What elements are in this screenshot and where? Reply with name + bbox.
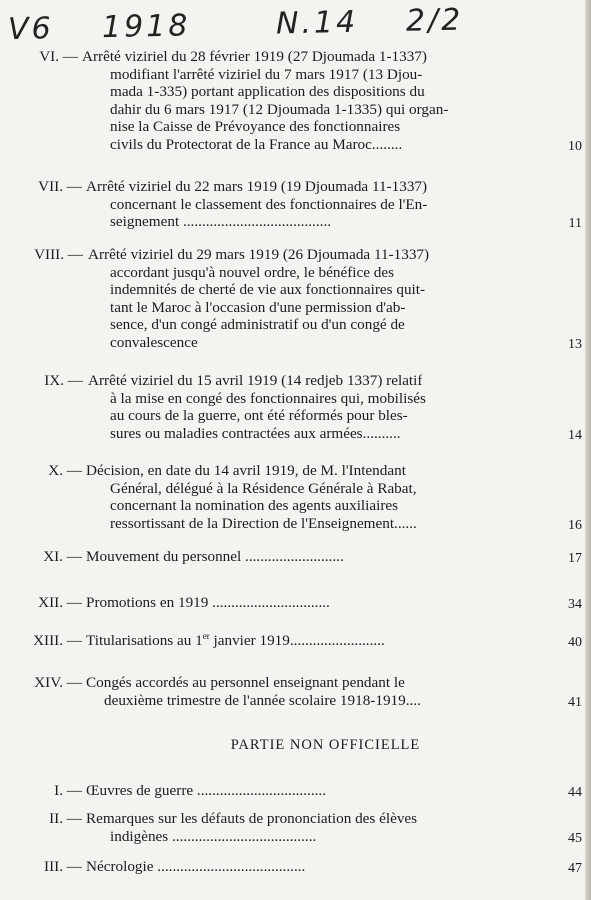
toc-entry-line: Remarques sur les défauts de prononciation des élèves (86, 810, 418, 827)
toc-entry-line: Promotions en 1919 ............................... (86, 594, 330, 611)
toc-page-number: 17 (568, 551, 582, 566)
toc-entry (0, 548, 591, 570)
toc-entry-line: Arrêté viziriel du 29 mars 1919 (26 Djoumada 11-1337) (88, 246, 430, 263)
toc-entry-line: ressortissant de la Direction de l'Enseignement...... (110, 514, 417, 532)
toc-entry-line: nise la Caisse de Prévoyance des fonctionnaires (110, 118, 401, 135)
toc-entry-line: Titularisations au 1er janvier 1919......................... (86, 632, 385, 649)
toc-entry-number: IX. — (44, 372, 83, 389)
toc-entry-line: sures ou maladies contractées aux armées.......... (110, 424, 401, 442)
handwritten-reference (6, 0, 591, 52)
toc-entry-number: X. — (48, 462, 82, 479)
toc-entry-number: VII. — (38, 178, 82, 195)
toc-entry-number: III. — (44, 858, 82, 875)
section-title: PARTIE NON OFFICIELLE (230, 737, 421, 753)
toc-entry-line: tant le Maroc à l'occasion d'une permission d'ab- (110, 298, 406, 316)
toc-entry (0, 178, 591, 235)
toc-entry-number: XIII. — (33, 632, 82, 649)
toc-entry-number: XIV. — (34, 674, 82, 691)
toc-entry-line: indemnités de cherté de vie aux fonctionnaires quit- (110, 281, 426, 298)
toc-page-number: 13 (568, 336, 582, 352)
toc-page-number: 41 (568, 694, 582, 710)
toc-entry-line: Général, délégué à la Résidence Générale à Rabat, (110, 479, 417, 497)
toc-entry-line: Œuvres de guerre .................................. (86, 782, 327, 799)
toc-entry-line: concernant la nomination des agents auxiliaires (110, 497, 399, 514)
toc-entry-line: deuxième trimestre de l'année scolaire 1918-1919.... (104, 691, 421, 709)
toc-page-number: 11 (568, 216, 582, 231)
toc-entry-line: seignement ....................................... (110, 213, 332, 230)
toc-entry-number: XII. — (38, 594, 82, 611)
toc-entry-number: VI. — (39, 48, 78, 65)
toc-entry-line: dahir du 6 mars 1917 (12 Djoumada 1-1335) qui organ- (110, 100, 449, 118)
toc-page-number: 14 (568, 427, 582, 443)
toc-entry-line: Arrêté viziriel du 28 février 1919 (27 Djoumada 1-1337) (82, 48, 427, 65)
toc-entry (0, 594, 591, 616)
toc-entry-line: modifiant l'arrêté viziriel du 7 mars 1917 (13 Djou- (110, 65, 423, 83)
toc-entry-line: Congés accordés au personnel enseignant pendant le (86, 674, 405, 691)
toc-entry-line: Décision, en date du 14 avril 1919, de M. l'Intendant (86, 462, 406, 479)
toc-entry (0, 372, 591, 446)
toc-entry-number: VIII. — (34, 246, 83, 263)
toc-entry (0, 674, 591, 713)
toc-entry (0, 246, 591, 355)
toc-page-number: 10 (568, 138, 582, 154)
toc-entry-line: Arrêté viziriel du 15 avril 1919 (14 redjeb 1337) relatif (88, 372, 423, 389)
toc-entry-line: concernant le classement des fonctionnaires de l'En- (110, 195, 428, 213)
toc-page-number: 47 (568, 861, 582, 876)
toc-entry-line: à la mise en congé des fonctionnaires qui, mobilisés (110, 389, 426, 407)
toc-entry-line: convalescence (110, 333, 198, 351)
toc-entry (0, 48, 591, 157)
page-edge (585, 0, 591, 900)
toc-entry-line: mada 1-335) portant application des dispositions du (110, 83, 425, 100)
toc-page-number: 40 (568, 635, 582, 650)
toc-entry-line: Mouvement du personnel .......................... (86, 548, 344, 565)
handwritten-ref-3: N.14 (275, 4, 359, 42)
handwritten-ref-1: V6 (7, 11, 55, 48)
handwritten-ref-2: 1918 (101, 8, 191, 46)
toc-entry (0, 782, 591, 804)
toc-page-number: 16 (568, 517, 582, 533)
handwritten-ref-4: 2/2 (405, 2, 464, 39)
toc-entry (0, 858, 591, 880)
toc-entry (0, 462, 591, 536)
toc-page-number: 44 (568, 785, 582, 800)
toc-entry-line: au cours de la guerre, ont été réformés pour bles- (110, 407, 408, 424)
toc-entry-line: Arrêté viziriel du 22 mars 1919 (19 Djoumada 11-1337) (86, 178, 428, 195)
toc-page-number: 45 (568, 830, 582, 846)
toc-entry-number: I. — (54, 782, 82, 799)
toc-entry (0, 632, 591, 654)
toc-entry-number: XI. — (43, 548, 82, 565)
toc-entry-line: accordant jusqu'à nouvel ordre, le bénéfice des (110, 263, 395, 281)
toc-entry-line: indigènes ...................................... (110, 827, 317, 845)
toc-page-number: 34 (568, 597, 582, 612)
toc-entry-line: civils du Protectorat de la France au Maroc........ (110, 135, 403, 153)
toc-entry-number: II. — (49, 810, 82, 827)
toc-entry-line: sence, d'un congé administratif ou d'un congé de (110, 316, 405, 333)
toc-entry (0, 810, 591, 849)
toc-entry-line: Nécrologie ....................................... (86, 858, 306, 875)
